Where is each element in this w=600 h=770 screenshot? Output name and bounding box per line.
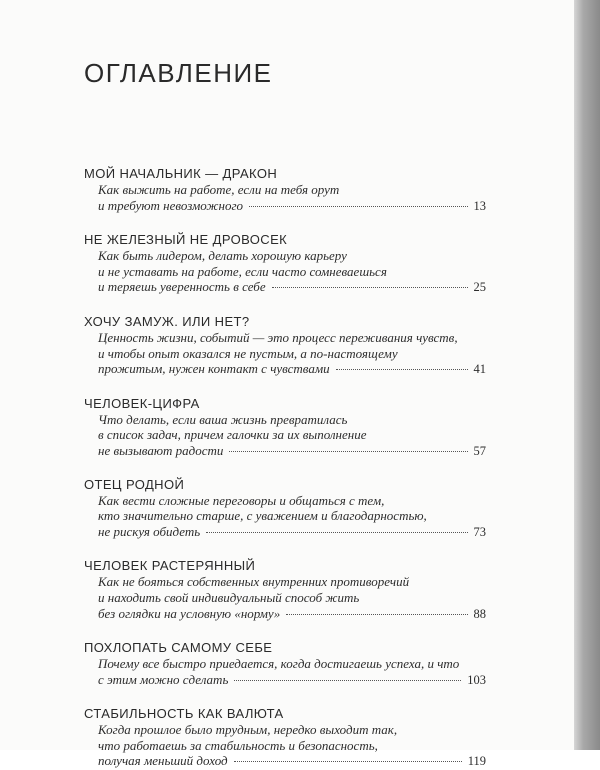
toc-entry-heading: МОЙ НАЧАЛЬНИК — ДРАКОН — [84, 166, 278, 181]
toc-entry-subtitle-line: Когда прошлое было трудным, нередко выходит так, — [98, 722, 398, 738]
dot-leader — [272, 287, 468, 288]
page-number[interactable]: 41 — [473, 362, 486, 377]
dot-leader — [229, 451, 467, 452]
toc-entry[interactable] — [84, 165, 486, 214]
toc-entry-subtitle-line: что работаешь за стабильность и безопасность, — [98, 737, 378, 753]
dot-leader — [234, 680, 461, 681]
toc-entry-subtitle-line: кто значительно старше, с уважением и благодарностью, — [98, 508, 427, 524]
toc-entry-heading: ПОХЛОПАТЬ САМОМУ СЕБЕ — [84, 640, 273, 656]
toc-entry-heading: СТАБИЛЬНОСТЬ КАК ВАЛЮТА — [84, 706, 284, 722]
toc-entry-subtitle-line: прожитым, нужен контакт с чувствами — [98, 361, 330, 377]
toc-entry-subtitle-line: в список задач, причем галочки за их выполнение — [98, 427, 367, 443]
toc-entry-heading: ЧЕЛОВЕК-ЦИФРА — [84, 395, 200, 411]
toc-entry-last-line — [84, 279, 486, 296]
page-number[interactable]: 88 — [473, 606, 486, 621]
page-title: ОГЛАВЛЕНИЕ — [84, 58, 273, 88]
page-number[interactable]: 119 — [467, 754, 486, 769]
page-number[interactable]: 13 — [473, 198, 486, 213]
toc-entry[interactable] — [84, 313, 486, 378]
toc-entry-subtitle-line: и не уставать на работе, если часто сомневаешься — [98, 263, 387, 279]
toc-entry-subtitle-line: не вызывают радости — [98, 442, 224, 458]
toc-entry[interactable] — [84, 557, 486, 622]
toc-entry-last-line — [84, 753, 486, 770]
toc-entry-last-line — [84, 443, 486, 460]
toc-entry-heading: НЕ ЖЕЛЕЗНЫЙ НЕ ДРОВОСЕК — [84, 232, 288, 248]
dot-leader — [206, 532, 467, 533]
toc-entry[interactable] — [84, 705, 486, 770]
toc-entry-last-line — [84, 198, 486, 215]
toc-entry-subtitle-line: не рискуя обидеть — [98, 523, 201, 539]
toc-entry-subtitle-line: и теряешь уверенность в себе — [98, 279, 266, 295]
table-of-contents — [84, 165, 486, 770]
toc-entry-subtitle-line: Как не бояться собственных внутренних противоречий — [98, 574, 410, 590]
toc-entry-subtitle-line: без оглядки на условную «норму» — [98, 605, 281, 621]
page-number[interactable]: 103 — [467, 672, 486, 687]
toc-entry-last-line — [84, 672, 486, 689]
toc-entry-last-line — [84, 606, 486, 623]
dot-leader — [336, 369, 468, 370]
page-number[interactable]: 25 — [473, 280, 486, 295]
dot-leader — [249, 206, 467, 207]
toc-entry-subtitle-line: Ценность жизни, событий — это процесс переживания чувств, — [98, 329, 458, 345]
page-number[interactable]: 57 — [473, 443, 486, 458]
toc-entry-subtitle-line: Почему все быстро приедается, когда достигаешь успеха, и что — [98, 656, 460, 672]
toc-entry-subtitle-line: получая меньший доход — [98, 753, 228, 769]
toc-entry-subtitle-line: Как вести сложные переговоры и общаться с тем, — [98, 492, 385, 508]
toc-entry-subtitle-line: и находить свой индивидуальный способ жить — [98, 589, 360, 605]
toc-entry-heading: ОТЕЦ РОДНОЙ — [84, 476, 185, 492]
toc-entry-subtitle-line: Что делать, если ваша жизнь превратилась — [98, 411, 348, 427]
toc-entry-subtitle-line: и чтобы опыт оказался не пустым, а по-настоящему — [98, 345, 398, 361]
page-number[interactable]: 73 — [473, 524, 486, 539]
toc-entry-subtitle-line: Как быть лидером, делать хорошую карьеру — [98, 248, 347, 264]
page-gutter-shadow — [574, 0, 600, 750]
toc-entry[interactable] — [84, 639, 486, 688]
toc-entry-subtitle-line: и требуют невозможного — [98, 197, 244, 213]
toc-entry[interactable] — [84, 395, 486, 460]
toc-entry-subtitle-line: с этим можно сделать — [98, 671, 229, 687]
toc-entry[interactable] — [84, 231, 486, 296]
toc-entry[interactable] — [84, 476, 486, 541]
toc-entry-heading: ХОЧУ ЗАМУЖ. ИЛИ НЕТ? — [84, 313, 250, 329]
toc-entry-last-line — [84, 361, 486, 378]
toc-entry-subtitle-line: Как выжить на работе, если на тебя орут — [98, 182, 340, 197]
toc-entry-heading: ЧЕЛОВЕК РАСТЕРЯННЫЙ — [84, 558, 256, 574]
dot-leader — [234, 761, 462, 762]
dot-leader — [286, 614, 467, 615]
toc-entry-last-line — [84, 524, 486, 541]
